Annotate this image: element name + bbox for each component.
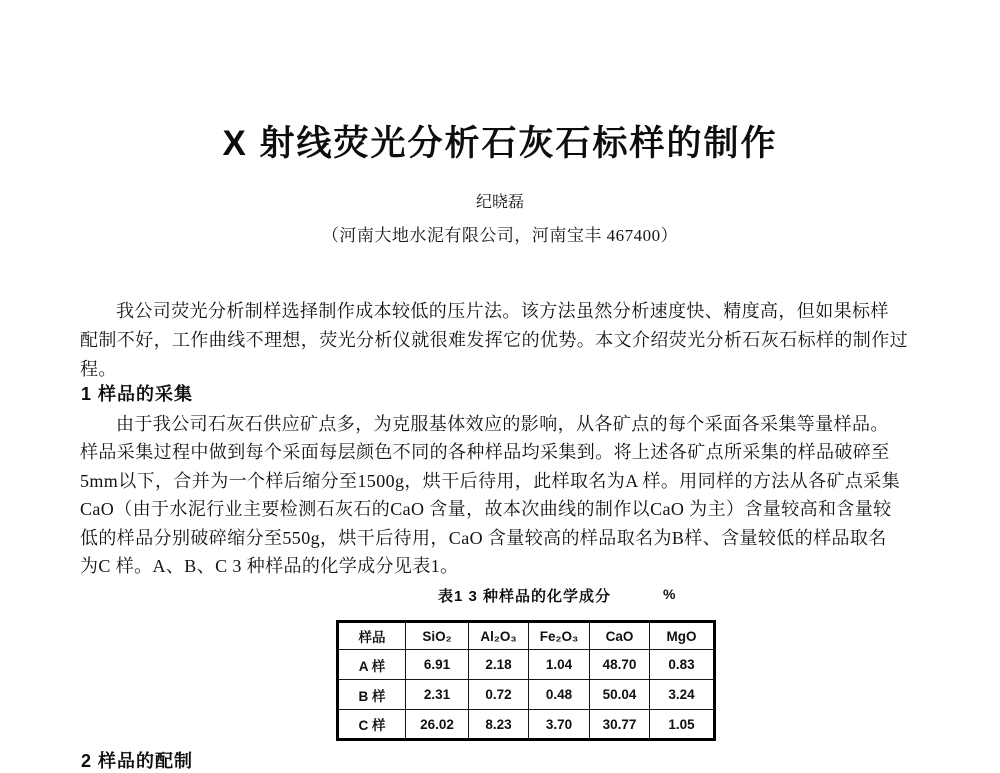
text-line: 样品采集过程中做到每个采面每层颜色不同的各种样品均采集到。将上述各矿点所采集的样品破碎至 bbox=[80, 442, 890, 463]
text-line: 低的样品分别破碎缩分至550g，烘干后待用，CaO 含量较高的样品取名为B样、含量较低的样品取名 bbox=[80, 527, 887, 548]
table-header-cell: 样品 bbox=[338, 622, 406, 650]
table-header-cell: Al₂O₃ bbox=[469, 622, 529, 650]
value-cell-al2o3: 2.18 bbox=[469, 650, 529, 680]
table-header-cell: CaO bbox=[590, 622, 650, 650]
text-line: 5mm以下，合并为一个样后缩分至1500g，烘干后待用，此样取名为A 样。用同样的方法从各矿点采集 bbox=[80, 470, 901, 491]
table-row bbox=[338, 680, 715, 710]
section-2-heading: 2 样品的配制 bbox=[81, 751, 194, 771]
text-line: 配制不好，工作曲线不理想，荧光分析仪就很难发挥它的优势。本文介绍荧光分析石灰石标样的制作过 bbox=[80, 330, 908, 350]
table-1-caption: 表1 3 种样品的化学成分 bbox=[437, 588, 612, 605]
paper-affiliation: （河南大地水泥有限公司，河南宝丰 467400） bbox=[321, 226, 679, 245]
table-1-chemical-composition bbox=[336, 620, 716, 741]
table-header-row bbox=[338, 622, 715, 650]
paper-author: 纪晓磊 bbox=[475, 194, 524, 211]
table-row bbox=[338, 650, 715, 680]
text-line: CaO（由于水泥行业主要检测石灰石的CaO 含量，故本次曲线的制作以CaO 为主）含量较高和含量较 bbox=[80, 499, 892, 520]
sample-label-cell: C 样 bbox=[338, 710, 406, 740]
sample-label-cell: A 样 bbox=[338, 650, 406, 680]
text-line: 由于我公司石灰石供应矿点多，为克服基体效应的影响，从各矿点的每个采面各采集等量样品。 bbox=[116, 414, 889, 434]
value-cell-cao: 48.70 bbox=[590, 650, 650, 680]
table-header-cell: MgO bbox=[650, 622, 715, 650]
text-line: 我公司荧光分析制样选择制作成本较低的压片法。该方法虽然分析速度快、精度高，但如果标样 bbox=[116, 301, 889, 321]
value-cell-al2o3: 8.23 bbox=[469, 710, 529, 740]
value-cell-fe2o3: 3.70 bbox=[529, 710, 590, 740]
text-line: 程。 bbox=[80, 359, 117, 379]
value-cell-sio2: 26.02 bbox=[406, 710, 469, 740]
section-1-heading: 1 样品的采集 bbox=[81, 384, 194, 404]
value-cell-mgo: 1.05 bbox=[650, 710, 715, 740]
table-row bbox=[338, 710, 715, 740]
abstract-paragraph bbox=[80, 297, 930, 384]
value-cell-cao: 50.04 bbox=[590, 680, 650, 710]
value-cell-cao: 30.77 bbox=[590, 710, 650, 740]
value-cell-sio2: 2.31 bbox=[406, 680, 469, 710]
value-cell-mgo: 3.24 bbox=[650, 680, 715, 710]
value-cell-al2o3: 0.72 bbox=[469, 680, 529, 710]
paper-title: X 射线荧光分析石灰石标样的制作 bbox=[222, 124, 778, 163]
table-header-cell: SiO₂ bbox=[406, 622, 469, 650]
table-1-unit-percent: % bbox=[663, 586, 676, 602]
text-line: 为C 样。A、B、C 3 种样品的化学成分见表1。 bbox=[80, 555, 459, 576]
table-header-cell: Fe₂O₃ bbox=[529, 622, 590, 650]
value-cell-fe2o3: 0.48 bbox=[529, 680, 590, 710]
value-cell-mgo: 0.83 bbox=[650, 650, 715, 680]
value-cell-fe2o3: 1.04 bbox=[529, 650, 590, 680]
value-cell-sio2: 6.91 bbox=[406, 650, 469, 680]
sample-label-cell: B 样 bbox=[338, 680, 406, 710]
section-1-paragraph bbox=[80, 410, 930, 580]
